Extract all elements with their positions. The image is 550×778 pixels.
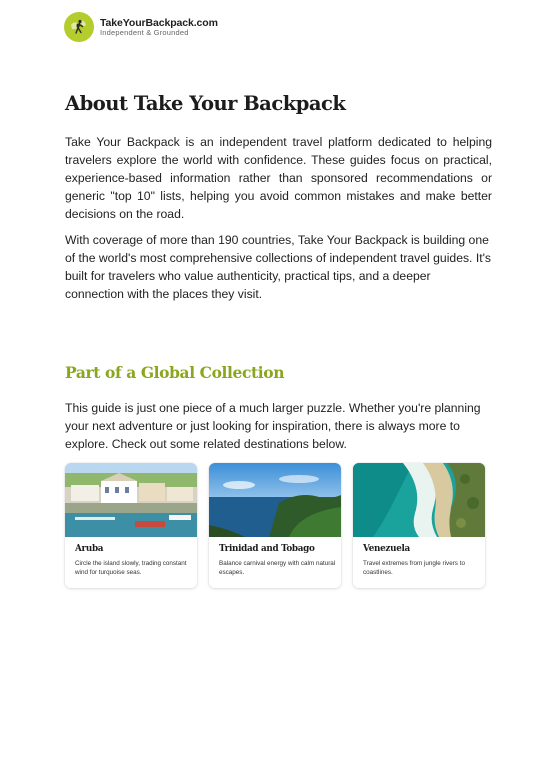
card-title-venezuela: Venezuela [363, 544, 410, 554]
venezuela-photo [353, 463, 485, 537]
card-title-aruba: Aruba [75, 544, 104, 554]
destination-card-aruba[interactable] [65, 463, 197, 588]
hiker-globe-icon[interactable] [64, 12, 94, 42]
card-description-venezuela: Travel extremes from jungle rivers to coastlines. [363, 560, 465, 576]
collection-title: Part of a Global Collection [65, 363, 285, 382]
brand-tagline: Independent & Grounded [100, 28, 189, 37]
about-title: About Take Your Backpack [65, 92, 346, 115]
destination-card-venezuela[interactable] [353, 463, 485, 588]
aruba-photo [65, 463, 197, 537]
card-description-aruba: Circle the island slowly, trading constant wind for turquoise seas. [75, 560, 187, 576]
trinidad-and-tobago-photo [209, 463, 341, 537]
about-paragraph-1: Take Your Backpack is an independent travel platform dedicated to helping travelers explore the world with confidence. These guides focus on practical, experience-based information rather than sponsored recommendations or generic "top 10" lists, helping you avoid common mistakes and make better decisions on the road. [65, 135, 492, 221]
card-title-trinidad-and-tobago: Trinidad and Tobago [219, 544, 315, 554]
card-description-trinidad-and-tobago: Balance carnival energy with calm natural escapes. [219, 560, 336, 576]
collection-intro: This guide is just one piece of a much larger puzzle. Whether you're planning your next adventure or just looking for inspiration, there is always more to explore. Check out some related destinations below. [65, 401, 481, 451]
destination-cards [65, 463, 486, 588]
destination-card-trinidad-and-tobago[interactable] [209, 463, 341, 588]
brand-name[interactable]: TakeYourBackpack.com [100, 16, 218, 29]
site-header [64, 12, 218, 42]
about-paragraph-2: With coverage of more than 190 countries, Take Your Backpack is building one of the world's most comprehensive collections of independent travel guides. It's built for travelers who value authenticity, practical tips, and a deeper connection with the places they visit. [65, 233, 492, 301]
